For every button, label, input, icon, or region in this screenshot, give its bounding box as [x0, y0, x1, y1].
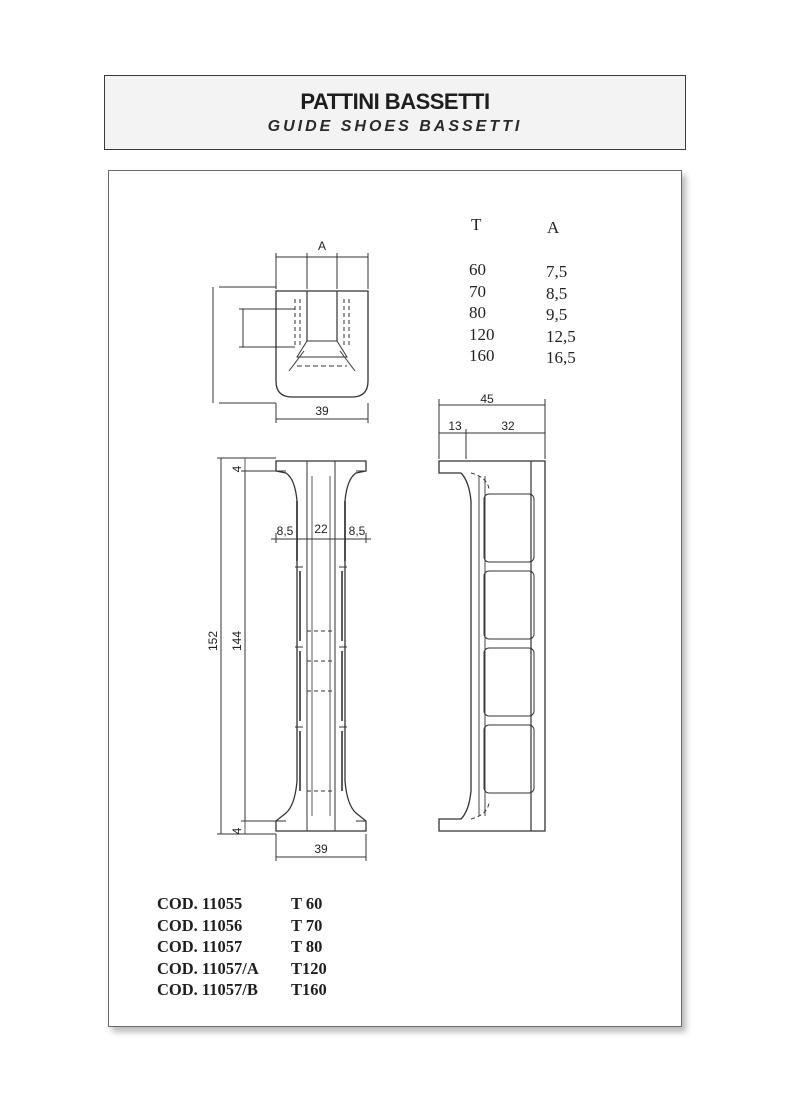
- dim-front-width: 39: [314, 842, 328, 856]
- dim-front-flange-right: 8,5: [348, 524, 366, 538]
- code-type: T 80: [291, 937, 323, 956]
- dim-front-flange-left: 8,5: [276, 524, 294, 538]
- table-cell-a: 7,5: [546, 262, 568, 281]
- dim-side-width: 45: [480, 392, 494, 406]
- code-type: T 60: [291, 894, 323, 913]
- table-cell-t: 60: [469, 260, 486, 279]
- code-row: [157, 979, 327, 1001]
- dim-side-part-b: 32: [501, 419, 515, 433]
- code-number: COD. 11057: [157, 937, 243, 956]
- table-header-a: A: [547, 218, 560, 237]
- code-row: [157, 936, 327, 958]
- front-view: [217, 458, 371, 861]
- code-row: [157, 915, 327, 937]
- technical-drawing-sheet: [108, 170, 682, 1027]
- dim-front-channel: 22: [314, 522, 328, 536]
- dim-top-width: 39: [315, 404, 329, 418]
- table-cell-t: 160: [469, 346, 495, 365]
- dim-front-end-bottom: 4: [230, 827, 244, 835]
- page-subtitle: GUIDE SHOES BASSETTI: [267, 118, 523, 135]
- top-view: [213, 253, 368, 423]
- code-number: COD. 11057/A: [157, 958, 259, 978]
- table-cell-a: 8,5: [546, 283, 568, 303]
- code-type: T160: [291, 980, 327, 999]
- dim-side-part-a: 13: [448, 419, 462, 433]
- table-cell-a: 16,5: [546, 348, 576, 367]
- table-cell-t: 80: [469, 303, 486, 322]
- code-row: [157, 893, 327, 915]
- table-col-t: [469, 259, 495, 367]
- table-cell-a: 9,5: [546, 305, 568, 324]
- table-col-a: [546, 261, 576, 369]
- table-header-t: T: [471, 215, 482, 234]
- code-number: COD. 11057/B: [157, 980, 258, 999]
- code-list: [157, 893, 327, 1001]
- table-cell-t: 70: [469, 281, 486, 301]
- code-row: [157, 958, 327, 980]
- page-title: PATTINI BASSETTI: [300, 89, 490, 114]
- dim-top-a: A: [317, 239, 327, 253]
- dim-front-height-inner: 144: [230, 630, 244, 652]
- code-type: T 70: [291, 915, 323, 935]
- side-view: [439, 399, 545, 831]
- code-number: COD. 11055: [157, 894, 243, 913]
- header-box: [104, 75, 686, 150]
- code-number: COD. 11056: [157, 915, 243, 935]
- code-type: T120: [291, 958, 327, 978]
- dim-front-height-total: 152: [206, 630, 220, 652]
- table-cell-a: 12,5: [546, 326, 576, 346]
- dim-front-end-top: 4: [230, 465, 244, 473]
- table-cell-t: 120: [469, 324, 495, 344]
